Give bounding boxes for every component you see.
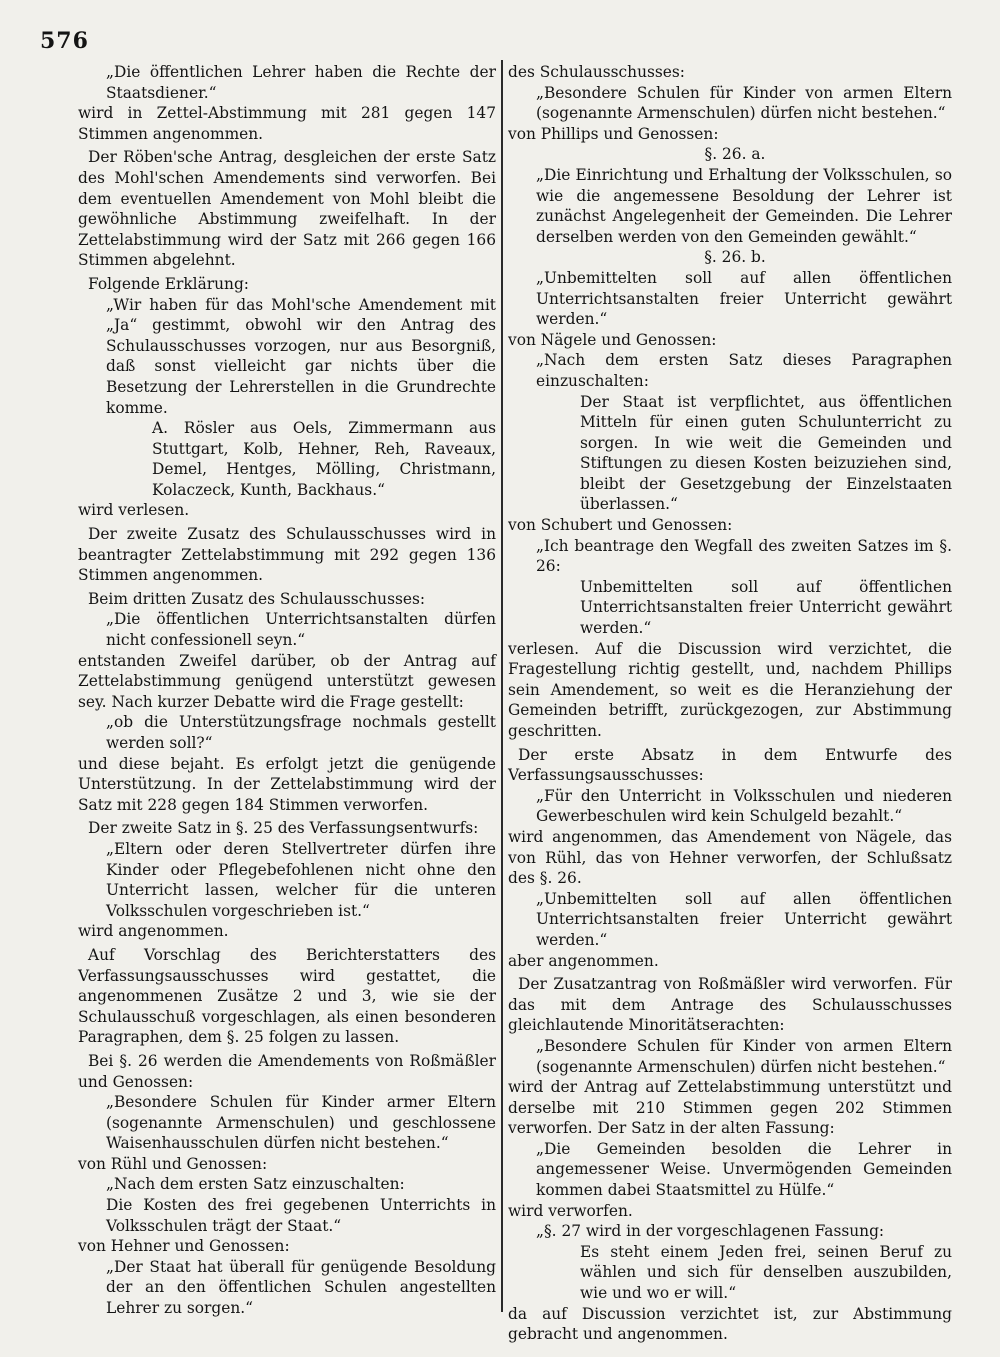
right-paragraph: von Phillips und Genossen: (508, 124, 719, 143)
left-paragraph: wird angenommen. (78, 922, 229, 941)
right-paragraph: „Ich beantrage den Wegfall des zweiten Satzes im §. 26: (536, 536, 952, 576)
left-column (78, 62, 496, 1319)
right-paragraph: „Nach dem ersten Satz dieses Paragraphen einzuschalten: (536, 351, 952, 390)
right-paragraph: von Schubert und Genossen: (508, 516, 733, 535)
left-paragraph: Der Röben'sche Antrag, desgleichen der erste Satz des Mohl'schen Amendements sind verworfen. Bei dem eventuellen Amendement von Mohl bleibt die gewöhnliche Abstimmung zweifelhaft. In der Zettelabstimmung wird der Satz mit 266 gegen 166 Stimmen abgelehnt. (78, 148, 496, 270)
left-paragraph: Bei §. 26 werden die Amendements von Roßmäßler und Genossen: (78, 1051, 496, 1091)
left-paragraph: Der zweite Zusatz des Schulausschusses wird in beantragter Zettelabstimmung mit 292 gegen 136 Stimmen angenommen. (78, 525, 496, 585)
right-paragraph: „Die Einrichtung und Erhaltung der Volksschulen, so wie die angemessene Besoldung der Lehrer ist zunächst Angelegenheit der Gemeinden. Die Lehrer derselben werden von den Gemeinden gewählt.“ (536, 165, 952, 246)
page-number: 576 (40, 28, 89, 54)
right-paragraph: da auf Discussion verzichtet ist, zur Abstimmung gebracht und angenommen. (508, 1304, 952, 1344)
right-paragraph: wird verworfen. (508, 1201, 633, 1220)
left-paragraph: „Der Staat hat überall für genügende Besoldung der an den öffentlichen Schulen angestellten Lehrer zu sorgen.“ (106, 1257, 496, 1318)
left-paragraph: von Hehner und Genossen: (78, 1237, 290, 1256)
left-paragraph: wird verlesen. (78, 501, 190, 520)
left-paragraph: Der zweite Satz in §. 25 des Verfassungsentwurfs: (88, 819, 479, 838)
right-paragraph: Unbemittelten soll auf öffentlichen Unterrichtsanstalten freier Unterricht gewährt werden.“ (580, 577, 952, 638)
right-paragraph: Es steht einem Jeden frei, seinen Beruf zu wählen und sich für denselben auszubilden, wie und wo er will.“ (580, 1242, 952, 1303)
left-paragraph: von Rühl und Genossen: (78, 1154, 268, 1173)
column-rule (501, 60, 503, 1312)
right-paragraph: „Unbemittelten soll auf allen öffentlichen Unterrichtsanstalten freier Unterricht gewährt werden.“ (536, 268, 952, 329)
left-paragraph: „ob die Unterstützungsfrage nochmals gestellt werden soll?“ (106, 713, 496, 752)
left-paragraph: Auf Vorschlag des Berichterstatters des Verfassungsausschusses wird gestattet, die angenommenen Zusätze 2 und 3, wie sie der Schulausschuß vorgeschlagen, als einen besonderen Paragraphen, dem §. 25 folgen zu lassen. (78, 945, 496, 1047)
left-paragraph: „Besondere Schulen für Kinder armer Eltern (sogenannte Armenschulen) und geschlossene Waisenhausschulen dürfen nicht bestehen.“ (106, 1093, 496, 1153)
left-paragraph: Beim dritten Zusatz des Schulausschusses: (88, 589, 426, 608)
right-paragraph: Der Staat ist verpflichtet, aus öffentlichen Mitteln für einen guten Schulunterricht zu sorgen. In wie weit die Gemeinden und Stiftungen zu diesen Kosten beizuziehen sind, bleibt der Gesetzgebung der Einzelstaaten überlassen.“ (580, 392, 952, 514)
right-paragraph: „Unbemittelten soll auf allen öffentlichen Unterrichtsanstalten freier Unterricht gewährt werden.“ (536, 889, 952, 949)
right-column (508, 62, 952, 1345)
left-paragraph: „Die öffentlichen Unterrichtsanstalten dürfen nicht confessionell seyn.“ (106, 610, 496, 650)
right-paragraph: §. 26. b. (704, 248, 766, 267)
right-paragraph: „Für den Unterricht in Volksschulen und niederen Gewerbeschulen wird kein Schulgeld bezahlt.“ (536, 786, 952, 826)
left-paragraph: A. Rösler aus Oels, Zimmermann aus Stuttgart, Kolb, Hehner, Reh, Raveaux, Demel, Hentges, Mölling, Christmann, Kolaczeck, Kunth, Backhaus.“ (152, 419, 496, 499)
left-paragraph: entstanden Zweifel darüber, ob der Antrag auf Zettelabstimmung genügend unterstützt gewesen sey. Nach kurzer Debatte wird die Frage gestellt: (78, 651, 496, 711)
left-paragraph: „Die öffentlichen Lehrer haben die Rechte der Staatsdiener.“ (106, 63, 496, 102)
right-paragraph: des Schulausschusses: (508, 63, 685, 81)
right-paragraph: von Nägele und Genossen: (508, 330, 717, 349)
right-paragraph: Der Zusatzantrag von Roßmäßler wird verworfen. Für das mit dem Antrage des Schulausschusses gleichlautende Minoritätserachten: (508, 975, 952, 1035)
right-paragraph: „Besondere Schulen für Kinder von armen Eltern (sogenannte Armenschulen) dürfen nicht bestehen.“ (536, 83, 952, 123)
left-paragraph: „Eltern oder deren Stellvertreter dürfen ihre Kinder oder Pflegebefohlenen nicht ohne den Unterricht lassen, welcher für die unteren Volksschulen vorgeschrieben ist.“ (106, 839, 496, 920)
right-paragraph: wird der Antrag auf Zettelabstimmung unterstützt und derselbe mit 210 Stimmen gegen 202 Stimmen verworfen. Der Satz in der alten Fassung: (508, 1078, 952, 1138)
right-paragraph: verlesen. Auf die Discussion wird verzichtet, die Fragestellung richtig gestellt, und, nachdem Phillips sein Amendement, so weit es die Heranziehung der Gemeinden betrifft, zurückgezogen, zur Abstimmung geschritten. (508, 639, 952, 740)
right-paragraph: „§. 27 wird in der vorgeschlagenen Fassung: (536, 1222, 885, 1241)
left-paragraph: und diese bejaht. Es erfolgt jetzt die genügende Unterstützung. In der Zettelabstimmung wird der Satz mit 228 gegen 184 Stimmen verworfen. (78, 754, 496, 814)
right-paragraph: wird angenommen, das Amendement von Nägele, das von Rühl, das von Hehner verworfen, der Schlußsatz des §. 26. (508, 827, 952, 888)
left-paragraph: wird in Zettel-Abstimmung mit 281 gegen 147 Stimmen angenommen. (78, 104, 496, 143)
right-paragraph: aber angenommen. (508, 951, 659, 970)
left-paragraph: Die Kosten des frei gegebenen Unterrichts in Volksschulen trägt der Staat.“ (106, 1196, 496, 1235)
right-paragraph: „Die Gemeinden besolden die Lehrer in angemessener Weise. Unvermögenden Gemeinden kommen dabei Staatsmittel zu Hülfe.“ (536, 1139, 952, 1200)
left-paragraph: Folgende Erklärung: (88, 274, 249, 293)
right-paragraph: Der erste Absatz in dem Entwurfe des Verfassungsausschusses: (508, 745, 952, 785)
right-paragraph: „Besondere Schulen für Kinder von armen Eltern (sogenannte Armenschulen) dürfen nicht bestehen.“ (536, 1036, 952, 1076)
left-paragraph: „Wir haben für das Mohl'sche Amendement mit „Ja“ gestimmt, obwohl wir den Antrag des Schulausschusses vorzogen, nur aus Besorgniß, daß sonst vielleicht gar nichts über die Besetzung der Lehrerstellen in die Grundrechte komme. (106, 295, 496, 417)
left-paragraph: „Nach dem ersten Satz einzuschalten: (106, 1175, 405, 1194)
right-paragraph: §. 26. a. (704, 145, 766, 164)
